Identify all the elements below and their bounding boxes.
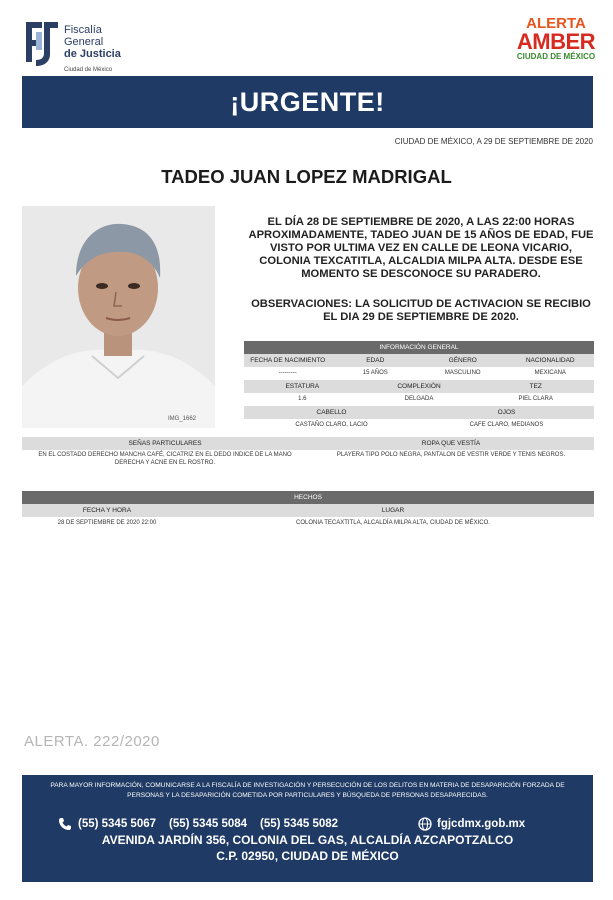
general-info-values-row-1 [244, 367, 594, 380]
amber-line-3: CIUDAD DE MÉXICO [516, 52, 596, 61]
header-birthdate: FECHA DE NACIMIENTO [250, 357, 326, 364]
events-table [22, 491, 594, 530]
header-nationality: NACIONALIDAD [525, 357, 575, 364]
value-hair: CASTAÑO CLARO, LACIO [295, 422, 368, 428]
value-build: DELGADA [404, 396, 434, 402]
globe-icon [418, 817, 432, 831]
marks-clothing-values [22, 451, 594, 467]
events-values-row [22, 517, 594, 530]
phone-number-2[interactable]: (55) 5345 5084 [169, 818, 248, 830]
value-age: 15 AÑOS [362, 370, 388, 376]
urgent-banner: ¡URGENTE! [22, 76, 593, 128]
footer-info-text: PARA MAYOR INFORMACIÓN, COMUNICARSE A LA FISCALÍA DE INVESTIGACIÓN Y PERSECUCIÓN DE LOS DELITOS EN MATERIA DE DESAPARICIÓN FORZADA DE PERSONAS Y LA DESAPARICIÓN COMETIDA POR PARTICULARES Y BÚSQUEDA DE PERSONAS DESAPARECIDAS. [50, 782, 565, 799]
header-build: COMPLEXIÓN [397, 383, 441, 390]
marks-clothing-header [22, 437, 594, 450]
value-height: 1.6 [298, 396, 307, 402]
fgj-logo-icon [22, 18, 62, 70]
incident-description: EL DÍA 28 DE SEPTIEMBRE DE 2020, A LAS 22:00 HORAS APROXIMADAMENTE, TADEO JUAN DE 15 AÑOS DE EDAD, FUE VISTO POR ULTIMA VEZ EN CALLE DE LEONA VICARIO, COLONIA TEXCATITLA, ALCALDIA MILPA ALTA. DESDE ESE MOMENTO SE DESCONOCE SU PARADERO. [248, 216, 594, 280]
general-info-header-row-3 [244, 406, 594, 419]
fgj-logo-text [64, 24, 121, 76]
alerta-amber-logo [511, 16, 601, 61]
missing-person-name: TADEO JUAN LOPEZ MADRIGAL [161, 166, 452, 187]
header-place: LUGAR [381, 507, 405, 514]
amber-line-2: AMBER [516, 29, 596, 54]
events-title: HECHOS [22, 491, 594, 504]
address-line-1: AVENIDA JARDÍN 356, COLONIA DEL GAS, ALCALDÍA AZCAPOTZALCO [101, 833, 514, 847]
logo-line-3: Ciudad de México [64, 67, 113, 73]
marks-clothing-header-row [22, 437, 594, 450]
header-skin: TEZ [529, 383, 542, 390]
phone-number-1[interactable]: (55) 5345 5067 [78, 818, 157, 830]
value-eyes: CAFE CLARO, MEDIANOS [469, 422, 544, 428]
general-info-values-row-3 [244, 419, 594, 432]
header-date-time: FECHA Y HORA [82, 507, 132, 514]
header-age: EDAD [366, 357, 385, 364]
footer-address [22, 832, 593, 864]
general-info-header-row-1 [244, 354, 594, 367]
value-place: COLONIA TECAXTITLA, ALCALDÍA MILPA ALTA, CIUDAD DE MÉXICO. [296, 520, 490, 526]
events-header-row [22, 504, 594, 517]
phone-number-3[interactable]: (55) 5345 5082 [260, 818, 339, 830]
contact-footer [22, 775, 593, 882]
header-clothing: ROPA QUE VESTÍA [421, 440, 481, 447]
photo-file-label: IMG_1662 [168, 416, 197, 422]
issue-date: CIUDAD DE MÉXICO, A 29 DE SEPTIEMBRE DE 2020 [394, 137, 593, 146]
general-info-values-row-2 [244, 393, 594, 406]
header-gender: GÉNERO [448, 357, 477, 364]
value-gender: MASCULINO [444, 370, 481, 376]
amber-line-1: ALERTA [526, 15, 586, 32]
value-skin: PIEL CLARA [518, 396, 553, 402]
value-nationality: MEXICANA [534, 370, 566, 376]
value-clothing: PLAYERA TIPO POLO NEGRA, PANTALON DE VESTIR VERDE Y TENIS NEGROS. [336, 452, 566, 458]
header-distinguishing-marks: SEÑAS PARTICULARES [128, 440, 202, 447]
observations: OBSERVACIONES: LA SOLICITUD DE ACTIVACION SE RECIBIO EL DIA 29 DE SEPTIEMBRE DE 2020. [251, 298, 591, 323]
missing-person-photo [22, 206, 215, 428]
logo-line-1: Fiscalía [64, 24, 102, 36]
header-hair: CABELLO [316, 409, 347, 416]
value-distinguishing-marks: EN EL COSTADO DERECHO MANCHA CAFÉ, CICATRIZ EN EL DEDO INDICE DE LA MANO DERECHA Y ACNE EN EL ROSTRO. [38, 452, 292, 466]
alert-number: ALERTA. 222/2020 [24, 733, 160, 750]
footer-phones [58, 817, 351, 831]
website-link[interactable]: fgjcdmx.gob.mx [437, 818, 526, 830]
marks-clothing-values-row [22, 451, 594, 467]
general-info-table [244, 341, 594, 432]
phone-icon [58, 817, 72, 831]
header-eyes: OJOS [497, 409, 516, 416]
footer-website [418, 817, 525, 831]
logo-line-2b: de Justicia [64, 48, 121, 60]
header-height: ESTATURA [285, 383, 320, 390]
logo-line-2-bold [64, 48, 121, 60]
logo-line-2a: General [64, 36, 104, 48]
general-info-title: INFORMACIÓN GENERAL [244, 341, 594, 354]
value-birthdate: --------- [278, 370, 297, 376]
value-date-time: 28 DE SEPTIEMBRE DE 2020 22:00 [57, 520, 157, 526]
address-line-2: C.P. 02950, CIUDAD DE MÉXICO [216, 849, 399, 863]
logo-line-2 [64, 36, 121, 48]
general-info-header-row-2 [244, 380, 594, 393]
